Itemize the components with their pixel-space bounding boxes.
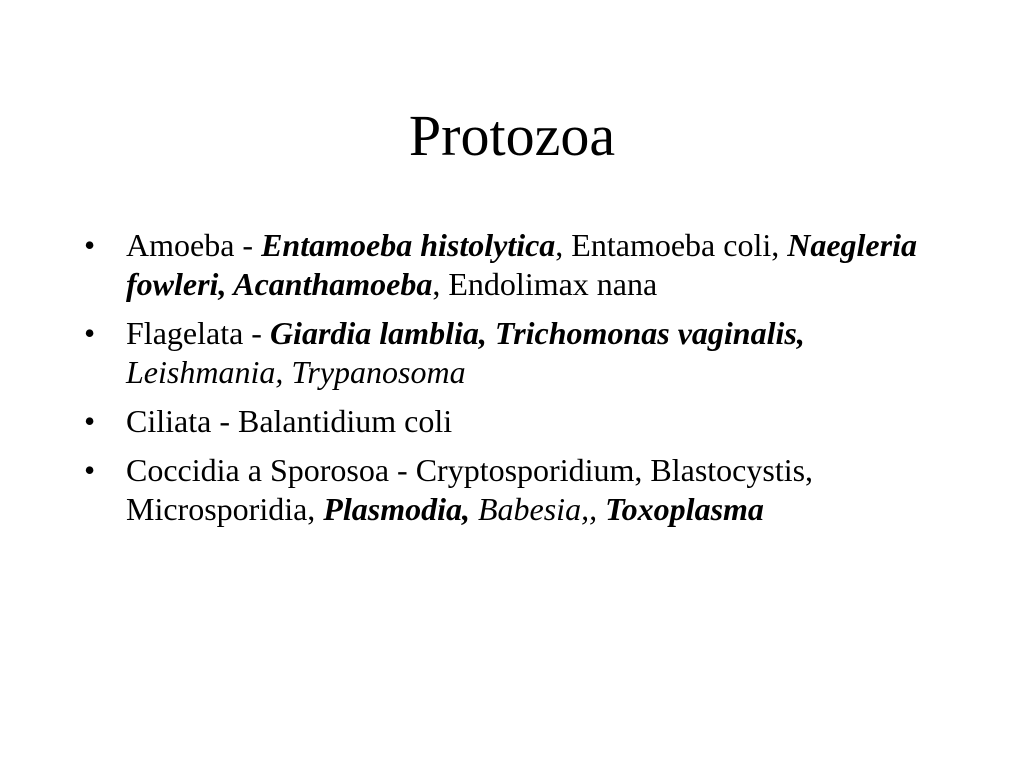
bullet-item-coccidia	[84, 451, 944, 529]
bullet-list	[84, 226, 944, 539]
bullet-item-flagelata	[84, 314, 944, 392]
bullet-icon: •	[84, 227, 96, 263]
bullet-text-segment: Leishmania, Trypanosoma	[126, 354, 466, 390]
bullet-text-segment	[597, 491, 605, 527]
bullet-item-ciliata	[84, 402, 944, 441]
bullet-text-segment: Plasmodia,	[323, 491, 470, 527]
bullet-text-segment: Coccidia a Sporosoa - Cryptosporidium, Blastocystis, Microsporidia,	[126, 452, 814, 527]
bullet-text-segment: Toxoplasma	[605, 491, 764, 527]
bullet-text-segment: Babesia,,	[477, 491, 598, 527]
bullet-icon: •	[84, 403, 96, 439]
bullet-text-segment: Amoeba -	[126, 227, 262, 263]
bullet-text-segment: , Entamoeba coli,	[555, 227, 788, 263]
bullet-text-segment: Flagelata -	[126, 315, 270, 351]
bullet-icon: •	[84, 315, 96, 351]
bullet-item-amoeba	[84, 226, 944, 304]
bullet-text-segment: Ciliata - Balantidium coli	[126, 403, 453, 439]
slide-title: Protozoa	[408, 103, 616, 168]
bullet-text-segment: , Endolimax nana	[432, 266, 658, 302]
bullet-icon: •	[84, 452, 96, 488]
bullet-text-segment: Entamoeba histolytica	[261, 227, 556, 263]
bullet-text-segment: Giardia lamblia, Trichomonas vaginalis,	[269, 315, 805, 351]
bullet-text-segment: Naegleria fowleri, Acanthamoeba	[126, 227, 917, 302]
bullet-text-segment	[470, 491, 478, 527]
